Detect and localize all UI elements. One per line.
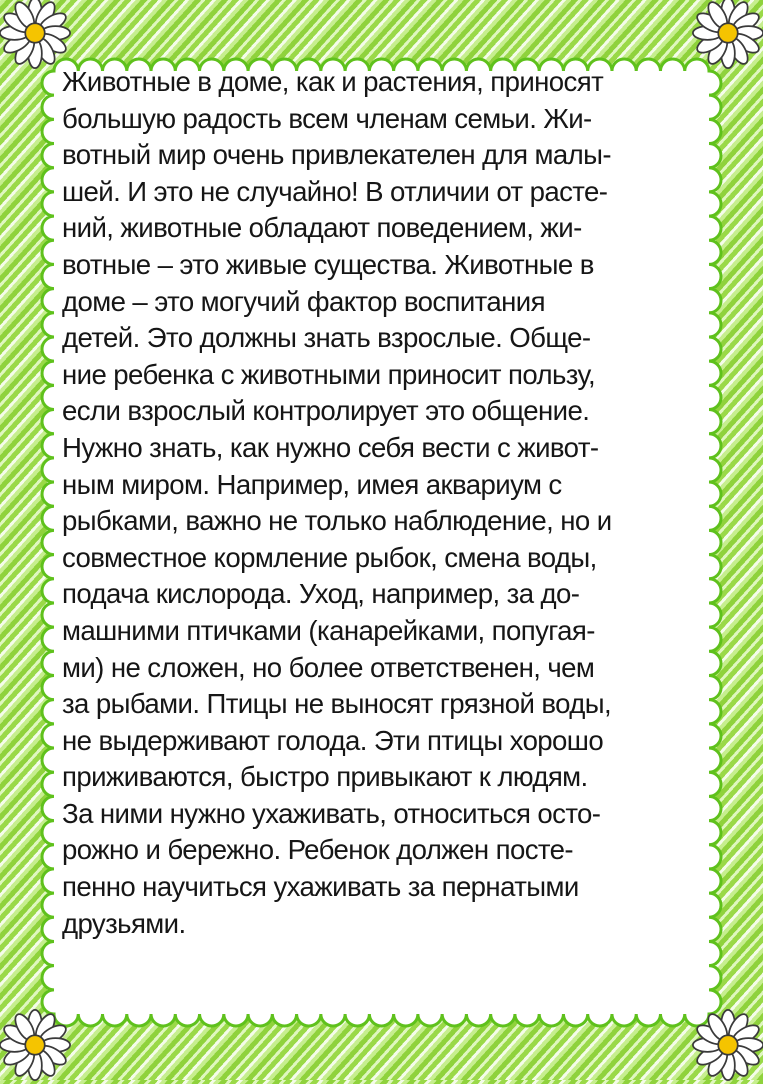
- text-line: рыбками, важно не только наблюдение, но и: [62, 505, 612, 537]
- daisy-icon: [689, 1006, 763, 1084]
- text-line: рожно и бережно. Ребенок должен посте-: [62, 834, 573, 866]
- text-line: детей. Это должны знать взрослые. Обще-: [62, 322, 591, 354]
- daisy-center: [718, 1035, 738, 1055]
- text-line: ным миром. Например, имея аквариум с: [62, 468, 562, 500]
- text-line: вотные – это живые существа. Животные в: [62, 248, 594, 280]
- text-line: приживаются, быстро привыкают к людям.: [62, 761, 588, 793]
- text-line: если взрослый контролирует это общение.: [62, 395, 590, 427]
- text-line: подача кислорода. Уход, например, за до-: [62, 578, 580, 610]
- text-line: ние ребенка с животными приносит пользу,: [62, 358, 596, 390]
- text-line: пенно научиться ухаживать за пернатыми: [62, 871, 579, 903]
- text-line: ми) не сложен, но более ответственен, чем: [62, 651, 595, 683]
- text-line: шей. И это не случайно! В отличии от расте-: [62, 175, 608, 207]
- scalloped-frame: [38, 55, 725, 1030]
- text-line: совместное кормление рыбок, смена воды,: [62, 541, 597, 573]
- text-line: машними птичками (канарейками, попугая-: [62, 614, 595, 646]
- text-line: друзьями.: [62, 907, 186, 939]
- daisy-center: [718, 23, 738, 43]
- text-line: ний, животные обладают поведением, жи-: [62, 212, 582, 244]
- text-line: не выдерживают голода. Эти птицы хорошо: [62, 724, 604, 756]
- text-line: Нужно знать, как нужно себя вести с живот-: [62, 431, 599, 463]
- daisy-icon: [0, 1006, 74, 1084]
- body-text: [62, 64, 712, 942]
- text-line: большую радость всем членам семьи. Жи-: [62, 102, 592, 134]
- text-line: За ними нужно ухаживать, относиться осто-: [62, 797, 601, 829]
- daisy-icon: [689, 0, 763, 72]
- text-line: за рыбами. Птицы не выносят грязной воды,: [62, 688, 612, 720]
- daisy-icon: [0, 0, 74, 72]
- text-line: Животные в доме, как и растения, приносят: [62, 66, 604, 97]
- text-line: вотный мир очень привлекателен для малы-: [62, 139, 611, 171]
- daisy-center: [25, 23, 45, 43]
- text-line: доме – это могучий фактор воспитания: [62, 285, 545, 317]
- daisy-center: [25, 1035, 45, 1055]
